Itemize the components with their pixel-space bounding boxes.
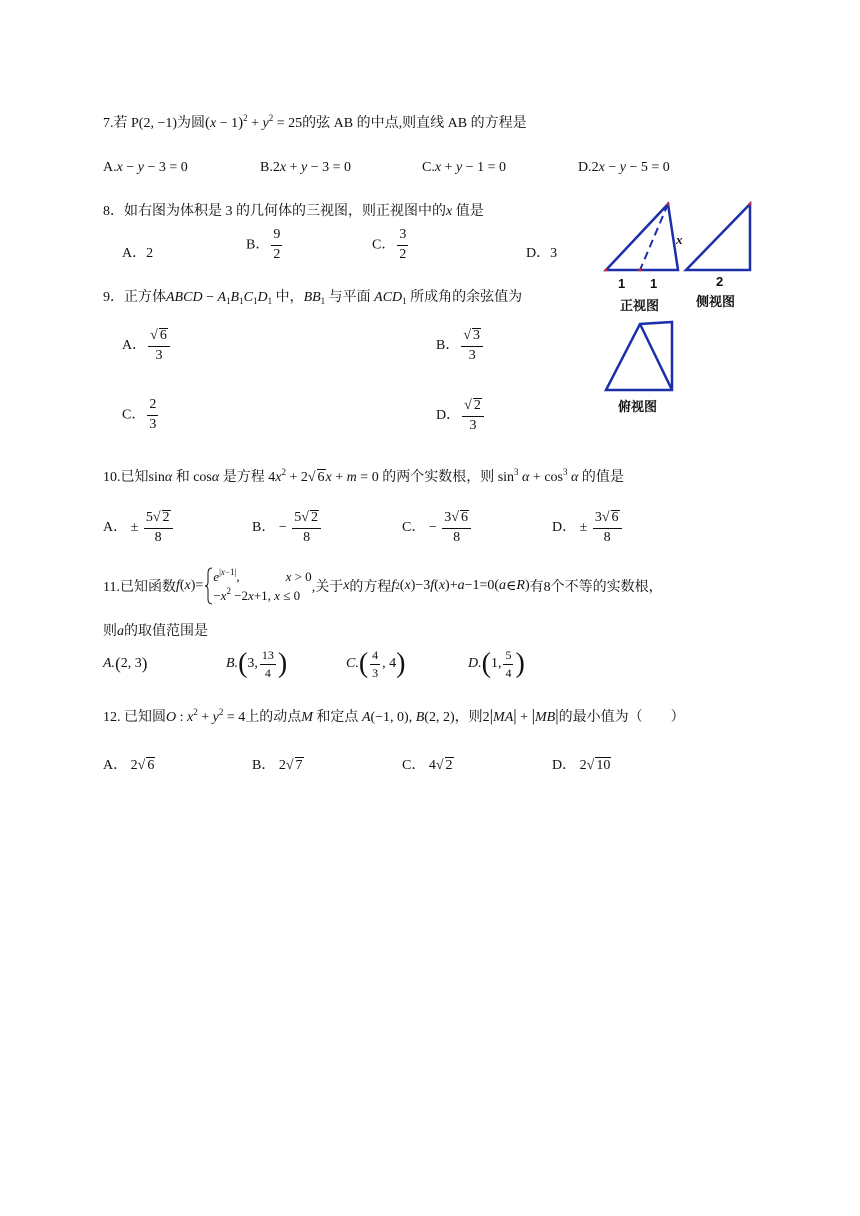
question-12-stem: 12. 已知圆O : $x^2 + y^2 = 4$上的动点M 和定点 A(−1, 0), B(2, 2)，则2|MA| + |MB|的最小值为（ ） — [103, 706, 685, 725]
three-view-figure — [598, 196, 768, 418]
question-9-stem: 9．正方体ABCD − $A_1B_1C_1D_1$ 中，$BB_1$ 与平面 $ACD_1$ 所成角的余弦值为 — [103, 290, 523, 306]
question-10-option-b: B． − $\frac{5√ 2}{8}$ — [252, 510, 323, 545]
question-8-option-b: B． $\frac{9}{2}$ — [246, 227, 281, 262]
top-view-label: 俯视图 — [618, 399, 658, 414]
front-view-dim-right: 1 — [650, 276, 658, 291]
front-view-dim-left: 1 — [618, 276, 626, 291]
side-view-triangle — [686, 203, 752, 271]
top-view-shape — [606, 322, 672, 390]
question-12-option-c: C． 4√ 2 — [402, 758, 453, 773]
front-view-dim-x: x — [676, 232, 683, 247]
question-10-stem: 10.已知sinα 和 cosα 是方程 $4x^2 + 2√$ 6x + m = 0 的两个实数根，则 $\sin^3 \alpha + \cos^3 \alpha$ 的值是 — [103, 467, 624, 485]
left-brace-icon — [205, 567, 213, 605]
question-11-stem: 11.已知函数 f ( x )= $e^{|x-1|}$, x > 0 $-x^2 -2x+1$, x ≤ 0 ,关于 x 的方程 f 2 ( x )−3 f ( x )+ a −1=0( a ∈ R ) 有8个不等的实数根， — [103, 567, 663, 603]
fraction: $\frac{3}{2}$ — [399, 227, 407, 262]
side-view-label: 侧视图 — [696, 294, 736, 309]
question-7-option-c: C.x + y − 1 = 0 — [422, 160, 506, 175]
question-7-option-b: B.2x + y − 3 = 0 — [260, 160, 351, 175]
question-7-option-d: D.2x − y − 5 = 0 — [578, 160, 670, 175]
question-10-option-c: C． − $\frac{3√ 6}{8}$ — [402, 510, 473, 545]
question-11-option-c: C. ( $\frac{4}{3}$ , 4 ) — [346, 647, 406, 680]
question-10-option-d: D． ± $\frac{3√ 6}{8}$ — [552, 510, 624, 545]
question-8-option-a: A．2 — [122, 246, 154, 261]
question-7-option-a: A.x − y − 3 = 0 — [103, 160, 188, 175]
question-8-option-d: D．3 — [526, 246, 558, 261]
question-9-option-a: A． $\frac{√ 6}{3}$ — [122, 328, 172, 363]
question-12-option-b: B． 2√ 7 — [252, 758, 303, 773]
question-9-option-d: D． $\frac{√ 2}{3}$ — [436, 398, 486, 433]
front-view-label: 正视图 — [620, 298, 660, 313]
front-view-triangle — [605, 203, 679, 272]
piecewise-function: $e^{|x-1|}$, x > 0 $-x^2 -2x+1$, x ≤ 0 — [205, 567, 311, 605]
question-9-option-c: C． $\frac{2}{3}$ — [122, 397, 157, 432]
question-8-option-c: C． $\frac{3}{2}$ — [372, 227, 407, 262]
question-10-option-a: A． ± $\frac{5√ 2}{8}$ — [103, 510, 175, 545]
question-11-option-b: B. ( 3, $\frac{13}{4}$ ) — [226, 647, 288, 680]
question-8-stem: 8．如右图为体积是 3 的几何体的三视图，则正视图中的x 值是 — [103, 204, 484, 219]
question-11-option-d: D. ( 1, $\frac{5}{4}$ ) — [468, 647, 525, 680]
question-12-option-d: D． 2√ 10 — [552, 758, 611, 773]
side-view-dim: 2 — [716, 274, 724, 289]
question-9-option-b: B． $\frac{√ 3}{3}$ — [436, 328, 485, 363]
question-12-option-a: A． 2√ 6 — [103, 758, 155, 773]
question-11-option-a: A. ( 2, 3 ) — [103, 654, 148, 673]
question-7-stem: 7.若 P(2, −1)为圆$(x - 1)^2 + y^2 = 25$的弦 AB 的中点,则直线 AB 的方程是 — [103, 113, 527, 131]
fraction: $\frac{9}{2}$ — [273, 227, 281, 262]
question-11-line-2: 则a的取值范围是 — [103, 624, 208, 639]
